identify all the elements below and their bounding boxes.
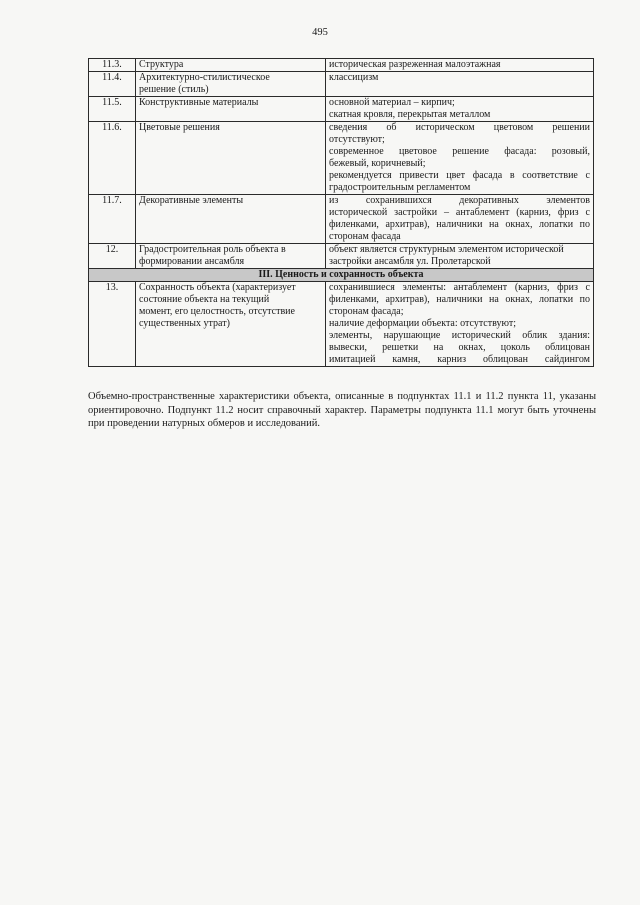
row-value (326, 282, 594, 367)
row-value-line: объект является структурным элементом исторической (329, 244, 564, 255)
row-name (136, 97, 326, 122)
footnote-line: Объемно-пространственные характеристики объекта, описанные в подпунктах 11.1 и 11.2 пункта 11, указаны (88, 391, 596, 402)
row-value (326, 97, 594, 122)
table-row (89, 244, 594, 269)
row-value-line: наличие деформации объекта: отсутствуют; (329, 318, 516, 329)
row-value-line: классицизм (329, 72, 379, 83)
row-number: 11.5. (89, 97, 136, 122)
row-value-line: филенками, архитрав), наличники на окнах, лопатки по (329, 294, 590, 305)
row-name (136, 282, 326, 367)
row-name (136, 72, 326, 97)
row-name-line: существенных утрат) (139, 318, 230, 329)
footnote-line: ориентировочно. Подпункт 11.2 носит справочный характер. Параметры подпункта 11.1 могут быть уточнены (88, 404, 596, 416)
table-row (89, 72, 594, 97)
row-value-line: бежевый, коричневый; (329, 158, 426, 169)
table-row (89, 97, 594, 122)
row-number: 13. (89, 282, 136, 367)
row-name-line: Цветовые решения (139, 122, 220, 133)
row-name-line: Структура (139, 59, 184, 70)
table-row (89, 122, 594, 195)
page-number: 495 (312, 27, 328, 38)
row-name (136, 244, 326, 269)
row-value-line: застройки ансамбля ул. Пролетарской (329, 256, 491, 267)
row-name-line: момент, его целостность, отсутствие (139, 306, 295, 317)
footnote-paragraph (88, 390, 596, 431)
row-value (326, 72, 594, 97)
object-characteristics-table (88, 58, 594, 367)
row-value-line: историческая разреженная малоэтажная (329, 59, 501, 70)
row-value-line: рекомендуется привести цвет фасада в соответствие с (329, 170, 590, 181)
row-value-line: из сохранившихся декоративных элементов (329, 195, 590, 206)
row-value-line: элементы, нарушающие исторический облик здания: (329, 330, 590, 341)
row-number: 11.4. (89, 72, 136, 97)
row-value-line: имитацией камня, карниз облицован сайдингом (329, 354, 590, 365)
row-value-line: исторической застройки – антаблемент (карниз, фриз с (329, 207, 590, 218)
row-name-line: состояние объекта на текущий (139, 294, 270, 305)
table-row (89, 195, 594, 244)
row-value-line: вывески, решетки на окнах, цоколь облицован (329, 342, 590, 353)
row-name-line: решение (стиль) (139, 84, 209, 95)
row-value-line: филенками, архитрав), наличники на окнах, лопатки по (329, 219, 590, 230)
row-name-line: формировании ансамбля (139, 256, 245, 267)
row-number: 12. (89, 244, 136, 269)
row-name (136, 122, 326, 195)
row-value-line: современное цветовое решение фасада: розовый, (329, 146, 590, 157)
row-value (326, 195, 594, 244)
row-value (326, 59, 594, 72)
row-number: 11.3. (89, 59, 136, 72)
row-name-line: Градостроительная роль объекта в (139, 244, 286, 255)
row-name (136, 195, 326, 244)
row-value-line: сторонам фасада; (329, 306, 404, 317)
section-title: III. Ценность и сохранность объекта (89, 269, 594, 282)
row-number: 11.6. (89, 122, 136, 195)
row-value-line: скатная кровля, перекрытая металлом (329, 109, 491, 120)
row-value-line: отсутствуют; (329, 134, 385, 145)
row-value-line: сохранившиеся элементы: антаблемент (карниз, фриз с (329, 282, 590, 293)
row-value-line: сведения об историческом цветовом решении (329, 122, 590, 133)
row-name-line: Конструктивные материалы (139, 97, 259, 108)
row-value-line: основной материал – кирпич; (329, 97, 455, 108)
row-value (326, 244, 594, 269)
row-name-line: Архитектурно-стилистическое (139, 72, 270, 83)
row-value-line: градостроительным регламентом (329, 182, 471, 193)
row-value-line: сторонам фасада (329, 231, 401, 242)
row-value (326, 122, 594, 195)
row-name-line: Сохранность объекта (характеризует (139, 282, 296, 293)
table-row (89, 59, 594, 72)
row-name (136, 59, 326, 72)
section-header-row (89, 269, 594, 282)
row-name-line: Декоративные элементы (139, 195, 244, 206)
footnote-line: при проведении натурных обмеров и исследований. (88, 418, 321, 429)
row-number: 11.7. (89, 195, 136, 244)
table-row (89, 282, 594, 367)
